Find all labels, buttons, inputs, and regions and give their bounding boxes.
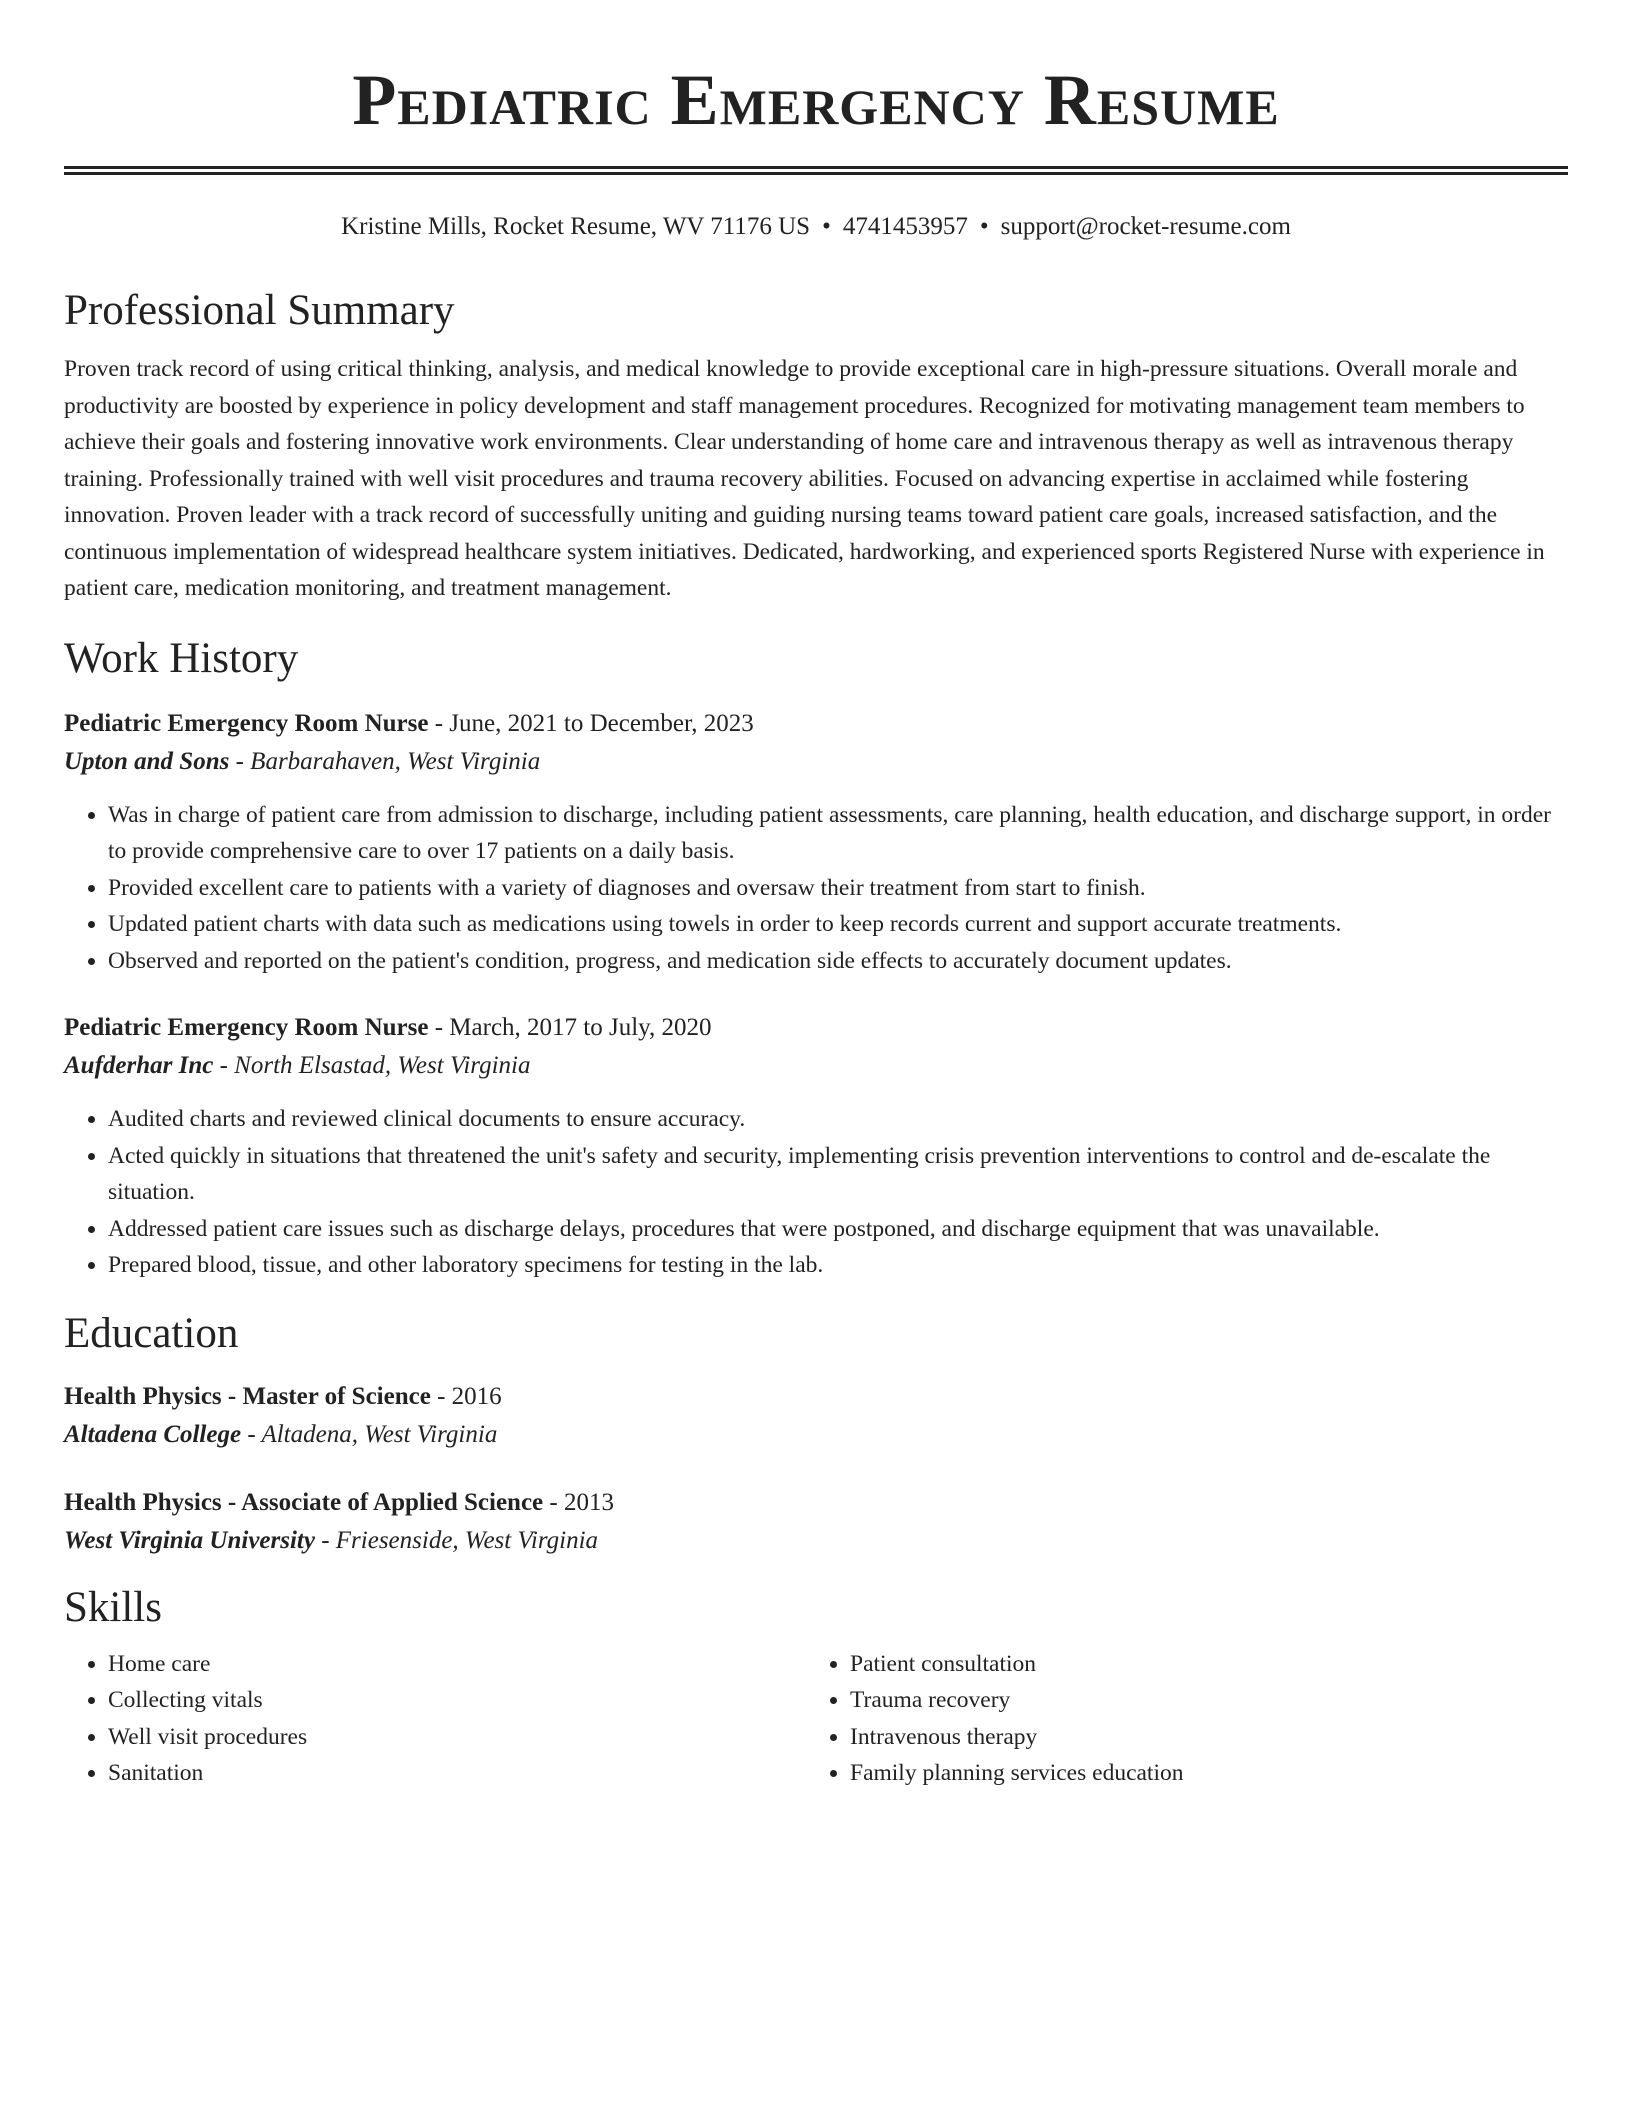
job-title: Pediatric Emergency Room Nurse [64,709,429,737]
contact-phone: 4741453957 [842,213,968,240]
job-title-line [64,705,1568,743]
job-bullet: • Provided excellent care to patients with a variety of diagnoses and oversaw their treatment from start to finish. [108,870,1568,907]
skill-item: • Intravenous therapy [850,1719,1548,1756]
job-bullet: • Prepared blood, tissue, and other laboratory specimens for testing in the lab. [108,1247,1568,1284]
summary-text: Proven track record of using critical thinking, analysis, and medical knowledge to provide exceptional care in high-pressure situations. Overall morale and productivity are boosted by experience in policy development and staff management procedures. Recognized for motivating management team members to achieve their goals and fostering innovative work environments. Clear understanding of home care and intravenous therapy as well as intravenous therapy training. Professionally trained with well visit procedures and trauma recovery abilities. Focused on advancing expertise in acclaimed while fostering innovation. Proven leader with a track record of successfully uniting and guiding nursing teams toward patient care goals, increased satisfaction, and the continuous implementation of widespread healthcare system initiatives. Dedicated, hardworking, and experienced sports Registered Nurse with experience in patient care, medication monitoring, and treatment management. [64,356,1545,601]
job-title: Pediatric Emergency Room Nurse [64,1014,429,1041]
job-entry [64,705,1568,980]
job-company-line [64,743,1568,781]
degree-name: Health Physics - Master of Science [64,1382,431,1410]
skill-item: • Trauma recovery [850,1682,1548,1719]
degree-line [64,1484,1568,1522]
job-location: - North Elsastad, West Virginia [213,1052,531,1079]
job-bullet: • Was in charge of patient care from admission to discharge, including patient assessments, care planning, health education, and discharge support, in order to provide comprehensive care to over 17 patients on a daily basis. [108,797,1568,870]
school-name: West Virginia University [64,1526,315,1554]
job-location: - Barbarahaven, West Virginia [229,747,541,775]
skill-item: • Home care [108,1646,806,1683]
education-entry [64,1484,1568,1560]
degree-line [64,1378,1568,1416]
resume-title: Pediatric Emergency Resume [352,60,1280,140]
school-line [64,1416,1568,1454]
title-divider [64,166,1568,175]
job-bullets [64,797,1568,980]
job-bullets [64,1101,1568,1284]
school-name: Altadena College [64,1420,242,1448]
education-heading: Education [64,1309,239,1357]
job-dates: - March, 2017 to July, 2020 [428,1014,712,1041]
job-company: Upton and Sons [64,747,230,775]
job-title-line [64,1009,1568,1047]
school-location: - Friesenside, West Virginia [314,1526,599,1554]
contact-separator: • [822,213,831,240]
job-bullet: • Updated patient charts with data such as medications using towels in order to keep records current and support accurate treatments. [108,906,1568,943]
job-dates: - June, 2021 to December, 2023 [428,709,754,737]
work-history-heading: Work History [64,634,299,682]
skill-item: • Family planning services education [850,1755,1548,1792]
skill-item: • Well visit procedures [108,1719,806,1756]
job-bullet: • Addressed patient care issues such as discharge delays, procedures that were postponed, and discharge equipment that was unavailable. [108,1211,1568,1248]
degree-year: - 2013 [543,1488,614,1516]
skills-column-left [64,1646,806,1792]
school-location: - Altadena, West Virginia [241,1420,498,1448]
skill-item: • Patient consultation [850,1646,1548,1683]
job-company: Aufderhar Inc [64,1052,214,1079]
skill-item: • Collecting vitals [108,1682,806,1719]
job-bullet: • Observed and reported on the patient's condition, progress, and medication side effects to accurately document updates. [108,943,1568,980]
education-entry [64,1378,1568,1454]
summary-heading: Professional Summary [64,287,455,334]
skills-grid [64,1646,1568,1792]
degree-year: - 2016 [430,1382,502,1410]
contact-separator: • [979,213,989,240]
skill-item: • Sanitation [108,1755,806,1792]
skills-heading: Skills [64,1583,162,1631]
skills-column-right [806,1646,1548,1792]
job-company-line [64,1047,1568,1085]
school-line [64,1522,1568,1560]
job-entry [64,1009,1568,1284]
contact-email: support@rocket-resume.com [1000,213,1291,240]
contact-address: Kristine Mills, Rocket Resume, WV 71176 US [341,213,811,240]
contact-line [64,211,1568,243]
job-bullet: • Audited charts and reviewed clinical documents to ensure accuracy. [108,1101,1568,1138]
degree-name: Health Physics - Associate of Applied Science [64,1488,544,1516]
job-bullet: • Acted quickly in situations that threatened the unit's safety and security, implementing crisis prevention interventions to control and de-escalate the situation. [108,1138,1568,1211]
